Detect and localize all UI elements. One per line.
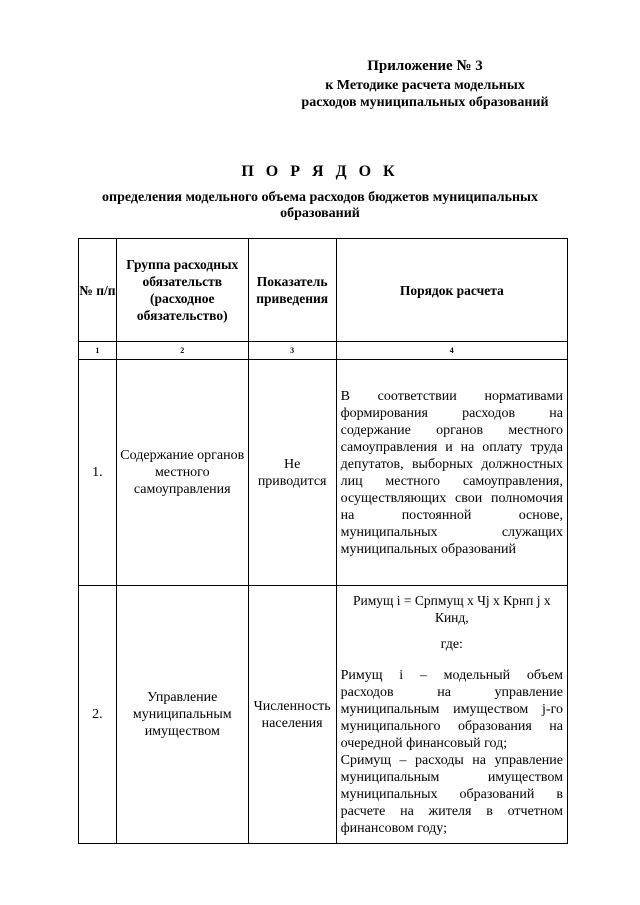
- row-group: Управление муниципальным имуществом: [116, 586, 248, 844]
- row-num: 2.: [79, 586, 117, 844]
- header-num: № п/п: [79, 239, 117, 342]
- row-procedure: В соответствии нормативами формирования расходов на содержание органов местного самоуправления и на оплату труда депутатов, выборных должностных лиц местного самоуправления, осуществляющих свои полномочия на постоянной основе, муниципальных служащих муниципальных образований: [340, 388, 563, 557]
- document-subtitle: определения модельного объема расходов бюджетов муниципальных образований: [102, 190, 538, 221]
- column-number-row: [79, 342, 568, 360]
- column-number: 1: [79, 342, 117, 360]
- appendix-number: Приложение № 3: [367, 58, 483, 74]
- definition-2: Сримущ – расходы на управление муниципальным имуществом муниципальных образований в расчете на жителя в отчетном финансовом году;: [340, 753, 563, 836]
- formula: Римущ i = Српмущ х Чj х Крнп j х Кинд,: [353, 593, 551, 625]
- row-indicator: Численность населения: [248, 586, 336, 844]
- row-procedure-cell: [336, 586, 567, 844]
- header-procedure: Порядок расчета: [336, 239, 567, 342]
- row-num: 1.: [79, 360, 117, 586]
- header-group: Группа расходных обязательств (расходное обязательство): [116, 239, 248, 342]
- appendix-text: к Методике расчета модельных расходов муниципальных образований: [301, 78, 549, 110]
- table-row: [79, 586, 568, 844]
- row-procedure-cell: [336, 360, 567, 586]
- formula-where: где:: [440, 637, 463, 652]
- header-indicator: Показатель приведения: [248, 239, 336, 342]
- table-header-row: [79, 239, 568, 342]
- column-number: 4: [336, 342, 567, 360]
- row-indicator: Не приводится: [248, 360, 336, 586]
- table-row: [79, 360, 568, 586]
- row-group: Содержание органов местного самоуправления: [116, 360, 248, 586]
- calculation-table: [78, 238, 568, 844]
- appendix-block: [300, 58, 550, 111]
- document-title: П О Р Я Д О К: [241, 163, 399, 180]
- column-number: 3: [248, 342, 336, 360]
- column-number: 2: [116, 342, 248, 360]
- definition-1: Римущ i – модельный объем расходов на управление муниципальным имуществом j-го муниципального образования на очередной финансовый год;: [340, 668, 563, 751]
